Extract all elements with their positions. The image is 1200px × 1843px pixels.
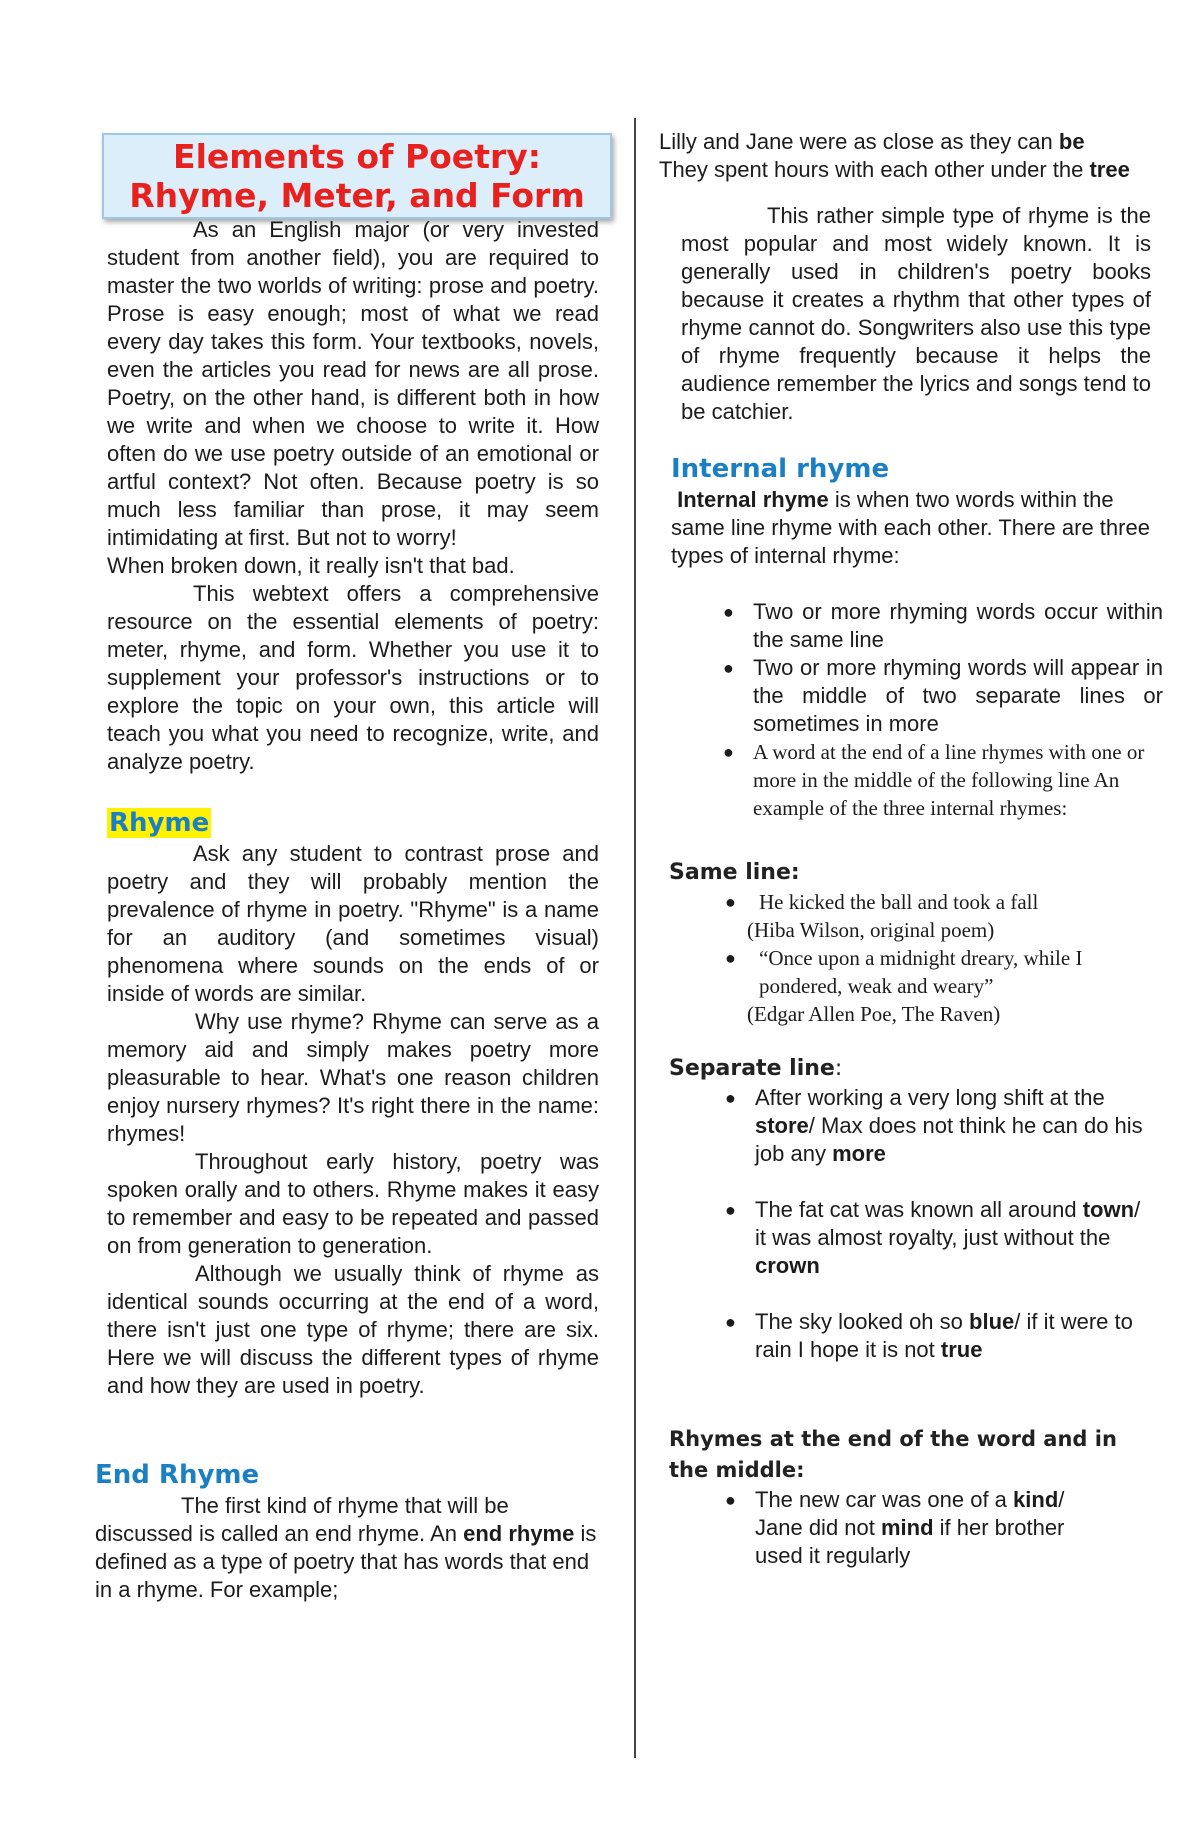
list-item-text: “Once upon a midnight dreary, while I pondered, weak and weary”	[759, 946, 1083, 998]
source-citation: (Hiba Wilson, original poem)	[747, 918, 995, 942]
internal-rhyme-text: is when two words within the same line rhyme with each other. There are three types of internal rhyme:	[671, 487, 1150, 568]
rhyme-heading	[107, 806, 599, 840]
end-rhyme-example-line-2	[659, 156, 1163, 184]
list-item-text: After working a very long shift at the	[755, 1085, 1105, 1110]
bullet-icon: ●	[725, 1088, 736, 1108]
end-rhyme-text-a: The first kind of rhyme that will be discussed is called an end rhyme. An	[95, 1493, 509, 1546]
list-item-text: Two or more rhyming words occur within the same line	[753, 599, 1163, 652]
list-item	[723, 738, 1163, 822]
internal-rhyme-types-list	[723, 598, 1163, 822]
rhyme-word: mind	[880, 1515, 934, 1540]
simple-rhyme-paragraph: This rather simple type of rhyme is the most popular and most widely known. It is generally used in children's poetry books because it creates a rhythm that other types of rhyme cannot do. Songwriters also use this type of rhyme frequently because it helps the audience remember the lyrics and songs tend to be catchier.	[681, 203, 1151, 424]
source-citation: (Edgar Allen Poe, The Raven)	[747, 1002, 1001, 1026]
bullet-icon: ●	[725, 948, 736, 968]
internal-rhyme-heading: Internal rhyme	[671, 454, 890, 484]
middle-rhyme-heading: Rhymes at the end of the word and in the middle:	[669, 1427, 1117, 1482]
bullet-icon: ●	[725, 1490, 736, 1510]
rhyme-paragraph-1: Ask any student to contrast prose and poetry and they will probably mention the prevalence of rhyme in poetry. "Rhyme" is a name for an auditory (and sometimes visual) phenomena where sounds on the ends of or inside of words are similar.	[107, 841, 599, 1006]
bullet-icon: ●	[723, 602, 734, 622]
list-item-text: if her brother used it regularly	[755, 1515, 1065, 1568]
rhyme-word: store	[755, 1113, 809, 1138]
list-item-text: The sky looked oh so	[755, 1309, 970, 1334]
list-item	[725, 1196, 1145, 1280]
rhyme-word: true	[940, 1337, 983, 1362]
end-rhyme-term: end rhyme	[463, 1521, 575, 1546]
rhyme-word: blue	[969, 1309, 1015, 1334]
separate-line-examples	[725, 1084, 1145, 1364]
rhyme-word: more	[832, 1141, 886, 1166]
middle-rhyme-examples	[725, 1486, 1075, 1570]
list-item	[725, 888, 1125, 916]
example-2-rhyme-word: tree	[1089, 157, 1130, 182]
rhyme-word: town	[1082, 1197, 1135, 1222]
list-item	[725, 1308, 1145, 1364]
rhyme-paragraph-4: Although we usually think of rhyme as identical sounds occurring at the end of a word, there isn't just one type of rhyme; there are six. Here we will discuss the different types of rhyme and how they are used in poetry.	[107, 1261, 599, 1398]
bullet-icon: ●	[723, 658, 734, 678]
same-line-examples	[725, 888, 1125, 1028]
bullet-icon: ●	[723, 742, 734, 762]
list-item-text: The new car was one of a	[755, 1487, 1014, 1512]
list-item	[723, 654, 1163, 738]
end-rhyme-example-line-1	[659, 128, 1163, 156]
list-item-text: The fat cat was known all around	[755, 1197, 1083, 1222]
end-rhyme-heading: End Rhyme	[95, 1460, 260, 1490]
bullet-icon: ●	[725, 892, 736, 912]
right-column	[659, 128, 1163, 1570]
list-item	[725, 1084, 1145, 1168]
intro-paragraph-1: As an English major (or very invested student from another field), you are required to master the two worlds of writing: prose and poetry. Prose is easy enough; most of what we read every day takes this form. Your textbooks, novels, even the articles you read for news are all prose. Poetry, on the other hand, is different both in how we write and when we choose to write it. How often do we use poetry outside of an emotional or artful context? Not often. Because poetry is so much less familiar than prose, it may seem intimidating at first. But not to worry!	[107, 217, 599, 550]
title-banner	[102, 133, 612, 219]
intro-paragraph-3: This webtext offers a comprehensive resource on the essential elements of poetry: meter, rhyme, and form. Whether you use it to supplement your professor's instructions or to explore the topic on your own, this article will teach you what you need to recognize, write, and analyze poetry.	[107, 581, 599, 774]
list-item-text: / Jane did not	[755, 1487, 1065, 1540]
left-column	[95, 216, 599, 1604]
end-rhyme-paragraph	[95, 1492, 599, 1604]
separate-line-heading	[669, 1054, 1163, 1084]
list-item-text: A word at the end of a line rhymes with one or more in the middle of the following line An example of the three internal rhymes:	[753, 740, 1145, 820]
end-rhyme-text-b: is defined as a type of poetry that has words that end in a rhyme. For example;	[95, 1521, 597, 1602]
example-1-text: Lilly and Jane were as close as they can	[659, 129, 1059, 154]
list-item-text: / Max does not think he can do his job any	[755, 1113, 1143, 1166]
rhyme-word: crown	[755, 1253, 820, 1278]
list-item-text: He kicked the ball and took a fall	[759, 890, 1039, 914]
list-item	[723, 598, 1163, 654]
title-line-1: Elements of Poetry:	[173, 137, 541, 176]
bullet-icon: ●	[725, 1312, 736, 1332]
example-2-text: They spent hours with each other under the	[659, 157, 1090, 182]
separate-line-colon: :	[834, 1056, 843, 1081]
column-divider	[634, 118, 636, 1758]
internal-rhyme-paragraph	[671, 486, 1163, 570]
separate-line-heading-text: Separate line	[669, 1056, 835, 1081]
rhyme-paragraph-3: Throughout early history, poetry was spoken orally and to others. Rhyme makes it easy to remember and easy to be repeated and passed on from generation to generation.	[107, 1149, 599, 1258]
list-item-text: Two or more rhyming words will appear in the middle of two separate lines or sometimes in more	[753, 655, 1163, 736]
rhyme-word: kind	[1013, 1487, 1059, 1512]
list-item-text: / it was almost royalty, just without the	[755, 1197, 1141, 1250]
example-1-rhyme-word: be	[1058, 129, 1085, 154]
bullet-icon: ●	[725, 1200, 736, 1220]
list-item	[725, 944, 1125, 1000]
internal-rhyme-term: Internal rhyme	[677, 487, 829, 512]
intro-paragraph-2: When broken down, it really isn't that bad.	[107, 553, 515, 578]
list-item-text: / if it were to rain I hope it is not	[755, 1309, 1133, 1362]
rhyme-paragraph-2: Why use rhyme? Rhyme can serve as a memory aid and simply makes poetry more pleasurable to hear. What's one reason children enjoy nursery rhymes? It's right there in the name: rhymes!	[107, 1009, 599, 1146]
same-line-heading: Same line:	[669, 860, 800, 885]
title-line-2: Rhyme, Meter, and Form	[129, 176, 585, 215]
list-item	[725, 1486, 1075, 1570]
rhyme-heading-text: Rhyme	[109, 808, 210, 838]
